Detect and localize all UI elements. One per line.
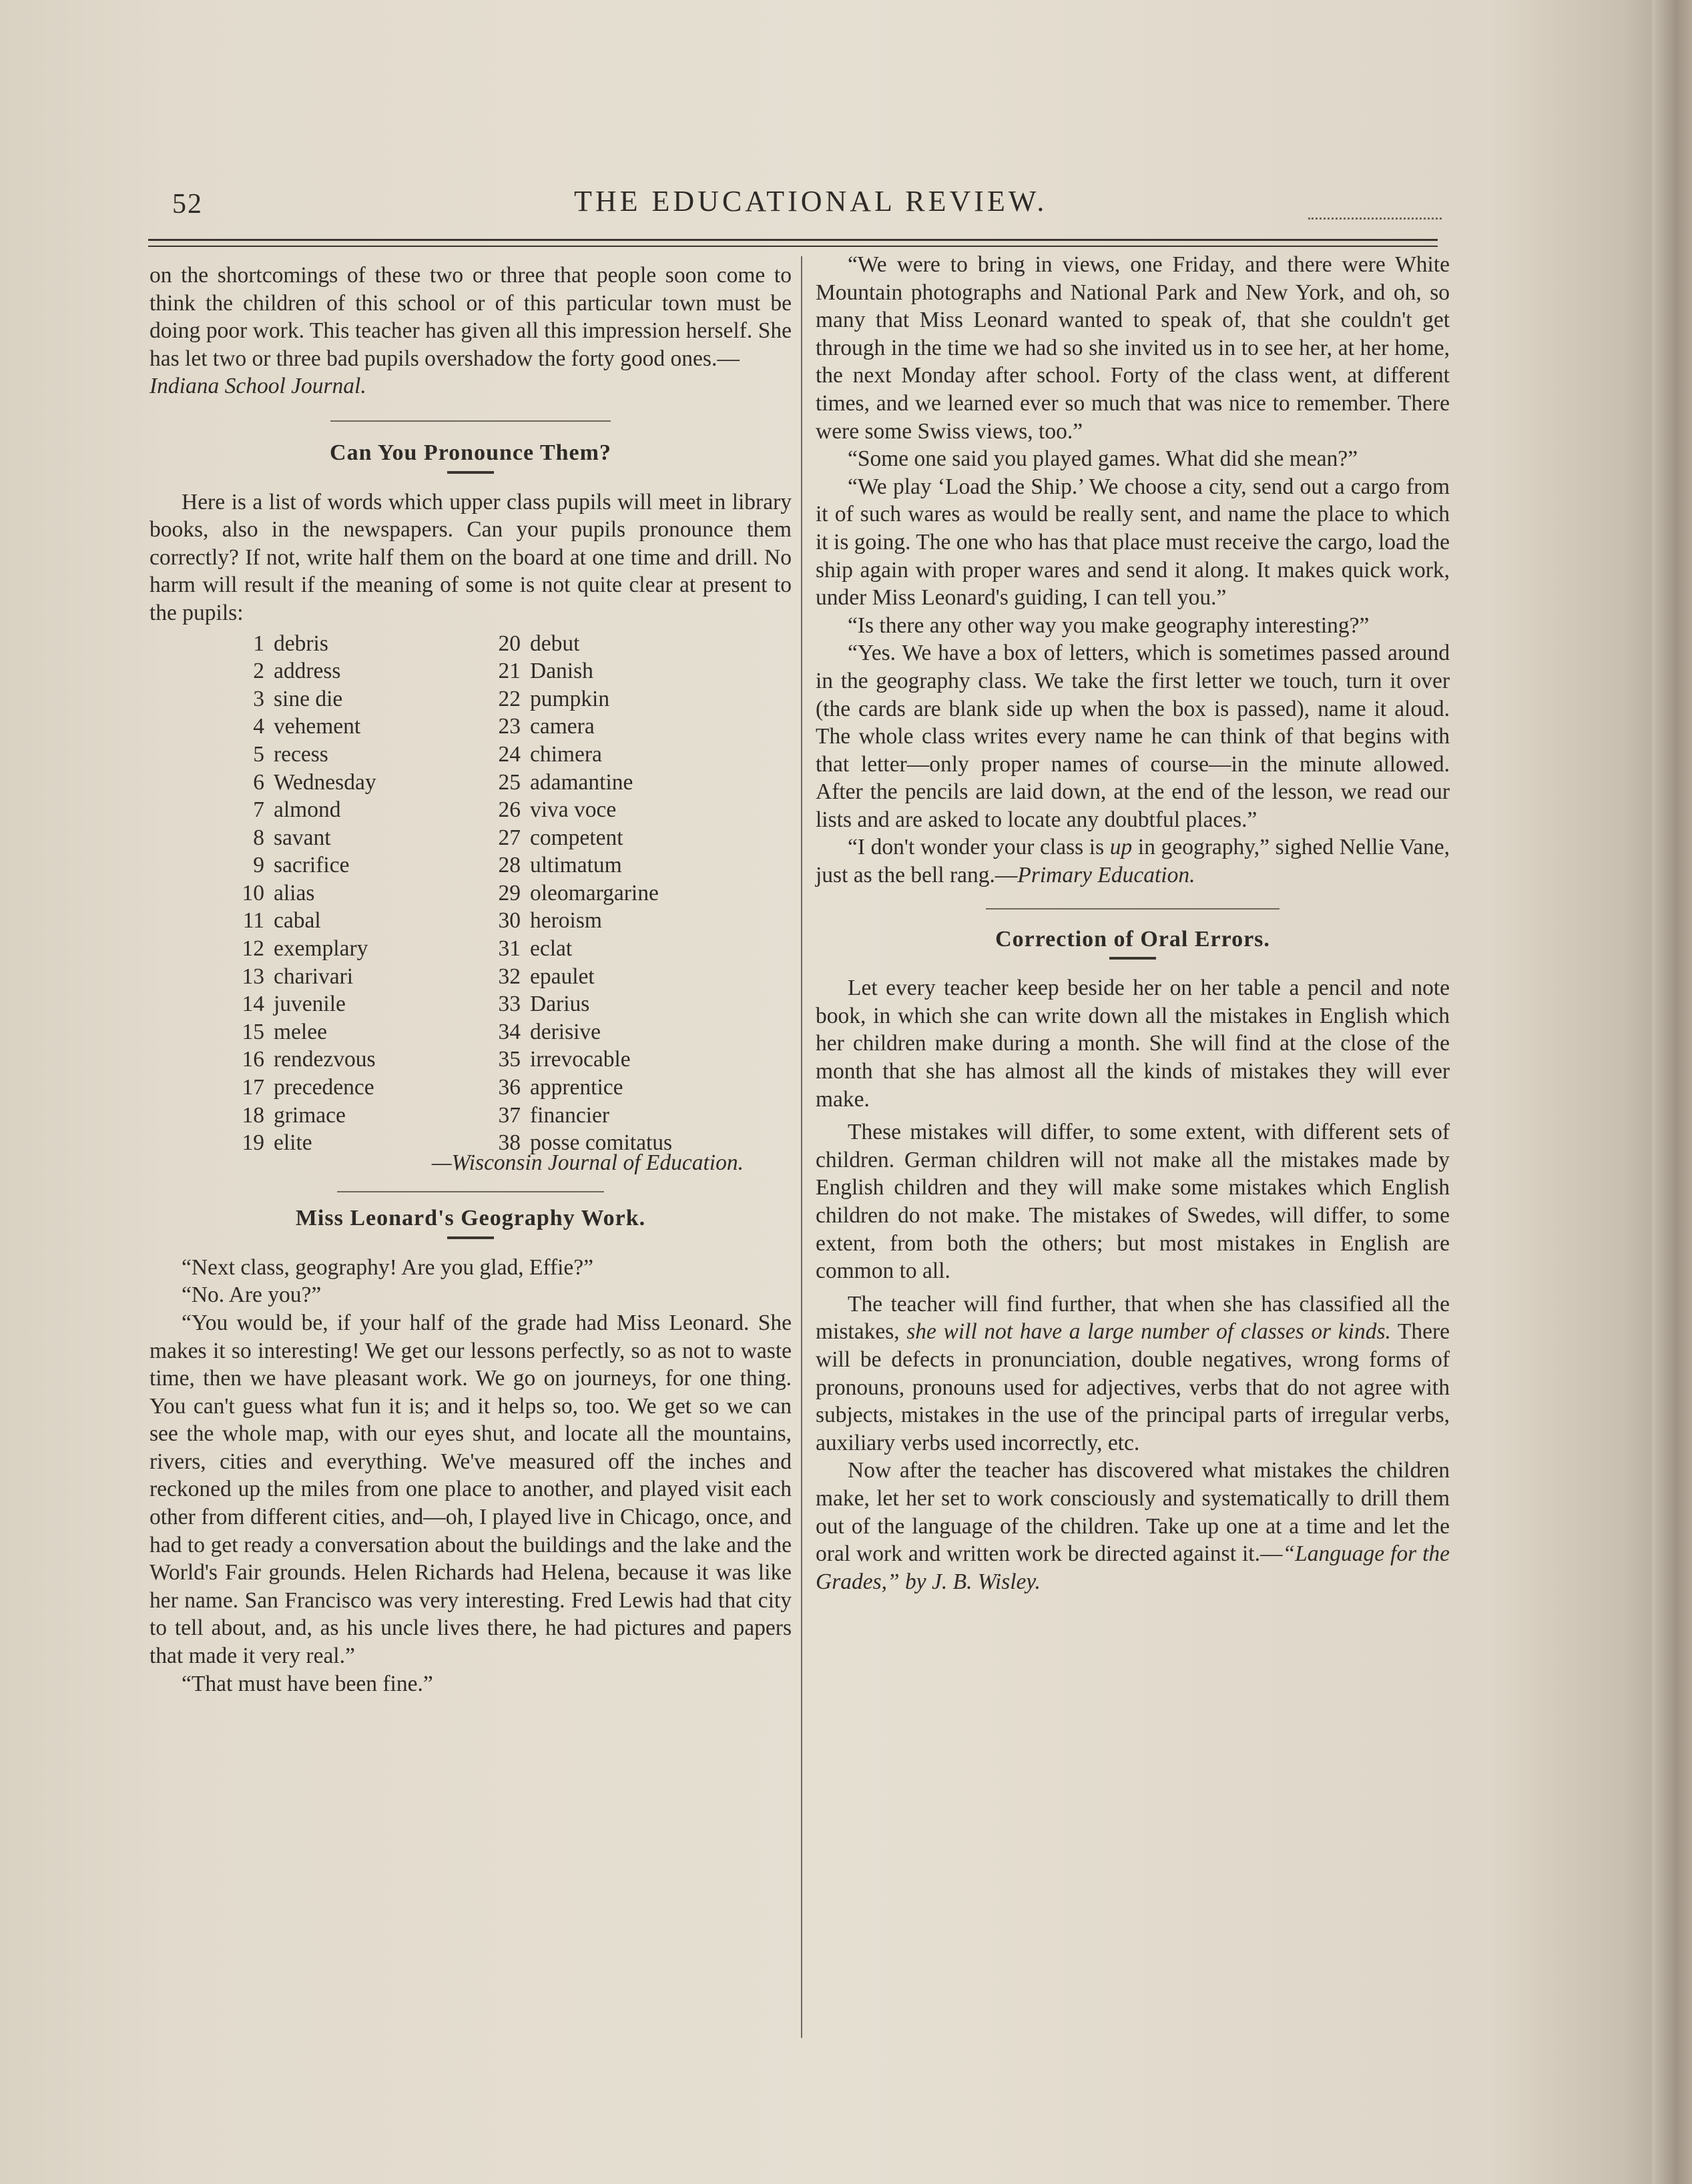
word-number: 11 [242,908,264,934]
word-list-item [235,769,376,797]
oral-paragraph: Let every teacher keep beside her on her table a pencil and note book, in which she can write down all the mistakes in English which her children make during a month. She will find at the close of the month that she has almost all the kinds of mistakes they will ever make. [816,976,1450,1112]
title-underline [447,1236,494,1239]
word-list-item [235,907,376,935]
word-number: 4 [253,714,264,739]
word-list-item [235,824,376,852]
word-list-item [235,685,376,713]
continued-paragraph [150,262,792,400]
geography-paragraph: “You would be, if your half of the grade had Miss Leonard. She makes it so interesting! We get our lessons perfectly, so as not to waste time, then we have pleasant work. We go on journeys, for one thing. You can't guess what fun it is; and it helps so, too. We get so we can see the whole map, with our eyes shut, and locate all the mountains, rivers, cities and everything. We've measured off the inches and reckoned up the miles from one place to another, and played visit each other from different cities, and—oh, I played live in Chicago, once, and had to get ready a conversation about the buildings and the lake and the World's Fair grounds. Helen Richards had Helena, because it was like her name. San Francisco was very interesting. Fred Lewis had that city to tell about, and, as his uncle lives there, he had pictures and papers that made it very real.” [150,1310,792,1669]
word-number: 21 [498,659,521,684]
word-list-item [491,630,672,658]
word-text: debut [530,631,580,656]
word-text: address [274,659,341,684]
word-list-item [235,851,376,879]
right-column [816,251,1450,1595]
word-text: sacrifice [274,853,350,878]
word-text: financier [530,1102,610,1128]
word-number: 23 [498,714,521,739]
word-number: 20 [498,631,521,656]
word-text: melee [274,1019,327,1044]
word-text: rendezvous [274,1047,376,1072]
word-number: 34 [498,1019,521,1044]
word-text: juvenile [274,992,346,1017]
geography-paragraph: “Next class, geography! Are you glad, Effie?” [182,1254,594,1280]
text-fragment: There will be defects in pronunciation, double negatives, wrong forms of pronouns, pronouns used for adjectives, verbs that do not agree with subjects, mistakes in the use of the principal parts of irregular verbs, auxiliary verbs used incorrectly, etc. [816,1319,1450,1455]
word-text: savant [274,825,331,850]
word-list-item [235,630,376,658]
emphasis: up [1109,835,1133,860]
section-divider [337,1191,604,1192]
word-number: 31 [498,936,521,962]
word-number: 27 [498,825,521,850]
word-list-item [235,990,376,1018]
oral-source: “Language for the Grades,” by J. B. Wisley. [816,1541,1450,1594]
word-text: adamantine [530,769,633,795]
word-text: pumpkin [530,686,610,711]
word-list-item [491,741,672,769]
header-rule [148,239,1438,241]
emphasis: she will not have a large number of classes or kinds. [906,1319,1391,1345]
word-text: exemplary [274,936,368,962]
word-number: 2 [253,659,264,684]
text-fragment: “I don't wonder your class is [848,835,1110,860]
word-number: 17 [242,1075,264,1100]
left-column [150,262,792,1698]
word-text: irrevocable [530,1047,631,1072]
geography-paragraph: “That must have been fine.” [182,1671,433,1696]
word-text: viva voce [530,797,617,823]
word-list-item [491,657,672,685]
word-list-item [491,796,672,824]
word-number: 28 [498,853,521,878]
geography-paragraph: “We were to bring in views, one Friday, and there were White Mountain photographs and National Park and New York, and oh, so many that Miss Leonard wanted to speak of, that she couldn't get through in the time we had so she invited us in to see her, at her home, the next Monday after school. Forty of the class went, at different times, and we learned ever so much that was nice to remember. There were some Swiss views, too.” [816,252,1450,444]
word-number: 38 [498,1130,521,1156]
word-list-item [235,713,376,741]
word-list-item [491,1018,672,1046]
text-fragment: The teacher will find further, that when she has classified all the mistakes, [816,1291,1450,1345]
word-list-item [491,685,672,713]
word-number: 33 [498,992,521,1017]
section-divider [330,420,611,422]
word-list-item [491,990,672,1018]
word-list-item [491,713,672,741]
word-number: 3 [253,686,264,711]
word-list-item [235,963,376,991]
page-edge-shadow [1652,0,1692,2184]
oral-paragraph: These mistakes will differ, to some extent, with different sets of children. German children will not make all the mistakes made by English children and they will make some mistakes which English children do not make. The mistakes of Swedes, will differ, to some extent, from both the others; but most mistakes in English are common to all. [816,1120,1450,1284]
geography-paragraph: “We play ‘Load the Ship.’ We choose a city, send out a cargo from it of such wares as would be really sent, and name the place to which it is going. The one who has that place must receive the cargo, load the ship again with proper wares and send it along. It makes quick work, under Miss Leonard's guiding, I can tell you.” [816,474,1450,611]
word-number: 35 [498,1047,521,1072]
word-list-item [491,851,672,879]
word-number: 1 [253,631,264,656]
word-number: 30 [498,908,521,934]
word-text: sine die [274,686,343,711]
word-number: 6 [253,769,264,795]
word-text: Danish [530,659,593,684]
word-text: Darius [530,992,590,1017]
word-list-item [235,1074,376,1102]
word-number: 10 [242,880,264,905]
article-title-pronounce: Can You Pronounce Them? [330,440,611,465]
word-text: posse comitatus [530,1130,673,1156]
word-text: chimera [530,741,602,767]
word-text: competent [530,825,623,850]
word-list-item [235,796,376,824]
word-list-item [235,1046,376,1074]
word-number: 22 [498,686,521,711]
word-list [150,630,792,1156]
word-text: alias [274,880,315,905]
text-fragment: in geography,” sighed Nellie Vane, just as the bell rang.— [816,835,1450,888]
word-text: apprentice [530,1075,623,1100]
word-text: heroism [530,908,602,934]
geography-paragraph: “No. Are you?” [182,1283,322,1308]
word-list-item [235,935,376,963]
word-text: cabal [274,908,321,934]
word-list-item [235,1102,376,1130]
pronounce-source-text: —Wisconsin Journal of Education. [431,1150,744,1175]
continued-text: on the shortcomings of these two or three that people soon come to think the children of this school or of this particular town must be doing poor work. This teacher has given all this impression herself. She has let two or three bad pupils overshadow the forty good ones.— [150,263,792,371]
word-number: 5 [253,741,264,767]
word-number: 15 [242,1019,264,1044]
word-text: precedence [274,1075,374,1100]
geography-paragraph: “Is there any other way you make geography interesting?” [848,613,1370,638]
geography-paragraph: “Yes. We have a box of letters, which is sometimes passed around in the geography class. We take the first letter we touch, turn it over (the cards are blank side up when the box is passed), name it aloud. The whole class writes every name he can think of that begins with that letter—only proper names of course—in the minute allowed. After the pencils are laid down, at the end of the lesson, we read our lists and are asked to locate any doubtful places.” [816,641,1450,832]
word-number: 29 [498,880,521,905]
running-head: THE EDUCATIONAL REVIEW. [574,185,1048,218]
word-list-column-1 [235,630,376,1157]
column-separator [801,256,802,2038]
title-underline [447,471,494,474]
word-text: vehement [274,714,361,739]
word-list-item [491,1074,672,1102]
intro-source: Indiana School Journal. [150,374,366,399]
word-number: 19 [242,1130,264,1156]
word-number: 8 [253,825,264,850]
word-number: 26 [498,797,521,823]
word-list-item [491,879,672,907]
article-title-oral-errors: Correction of Oral Errors. [995,926,1270,952]
word-list-column-2 [491,630,672,1157]
word-text: Wednesday [274,769,376,795]
word-text: eclat [530,936,573,962]
word-list-item [491,1046,672,1074]
pronounce-intro: Here is a list of words which upper class pupils will meet in library books, also in the newspapers. Can your pupils pronounce them correctly? If not, write half them on the board at one time and drill. No harm will result if the meaning of some is not quite clear at present to the pupils: [150,489,792,625]
oral-paragraph [816,1457,1450,1595]
word-number: 7 [253,797,264,823]
word-number: 16 [242,1047,264,1072]
word-text: almond [274,797,341,823]
word-text: camera [530,714,595,739]
geography-source: Primary Education. [1017,863,1195,888]
word-list-item [491,1102,672,1130]
word-text: debris [274,631,328,656]
word-list-item [235,1129,376,1157]
word-list-item [491,824,672,852]
article-title-geography: Miss Leonard's Geography Work. [295,1206,646,1231]
word-text: epaulet [530,964,595,989]
word-number: 32 [498,964,521,989]
title-underline [1109,957,1156,960]
header-dotted-rule [1308,218,1442,226]
word-list-item [235,1018,376,1046]
word-text: ultimatum [530,853,622,878]
word-number: 25 [498,769,521,795]
word-list-item [491,935,672,963]
word-number: 24 [498,741,521,767]
word-number: 18 [242,1102,264,1128]
word-number: 36 [498,1075,521,1100]
word-number: 13 [242,964,264,989]
word-number: 14 [242,992,264,1017]
word-list-item [235,741,376,769]
word-list-item [491,963,672,991]
word-text: charivari [274,964,354,989]
word-text: grimace [274,1102,346,1128]
word-text: derisive [530,1019,601,1044]
word-text: elite [274,1130,312,1156]
section-divider [986,908,1280,909]
header-rule-thin [148,246,1438,247]
word-text: recess [274,741,328,767]
word-list-item [235,879,376,907]
word-text: oleomargarine [530,880,659,905]
text-fragment: Now after the teacher has discovered what mistakes the children make, let her set to work consciously and systematically to drill them out of the language of the children. Take up one at a time and let the oral work and written work be directed against it.— [816,1458,1450,1567]
word-number: 12 [242,936,264,962]
geography-paragraph: “Some one said you played games. What did she mean?” [848,446,1358,472]
word-list-item [491,769,672,797]
word-list-item [491,907,672,935]
word-number: 37 [498,1102,521,1128]
page-number: 52 [172,189,203,220]
word-number: 9 [253,853,264,878]
oral-paragraph [816,1291,1450,1457]
geography-paragraph [816,833,1450,889]
word-list-item [491,1129,672,1157]
word-list-item [235,657,376,685]
